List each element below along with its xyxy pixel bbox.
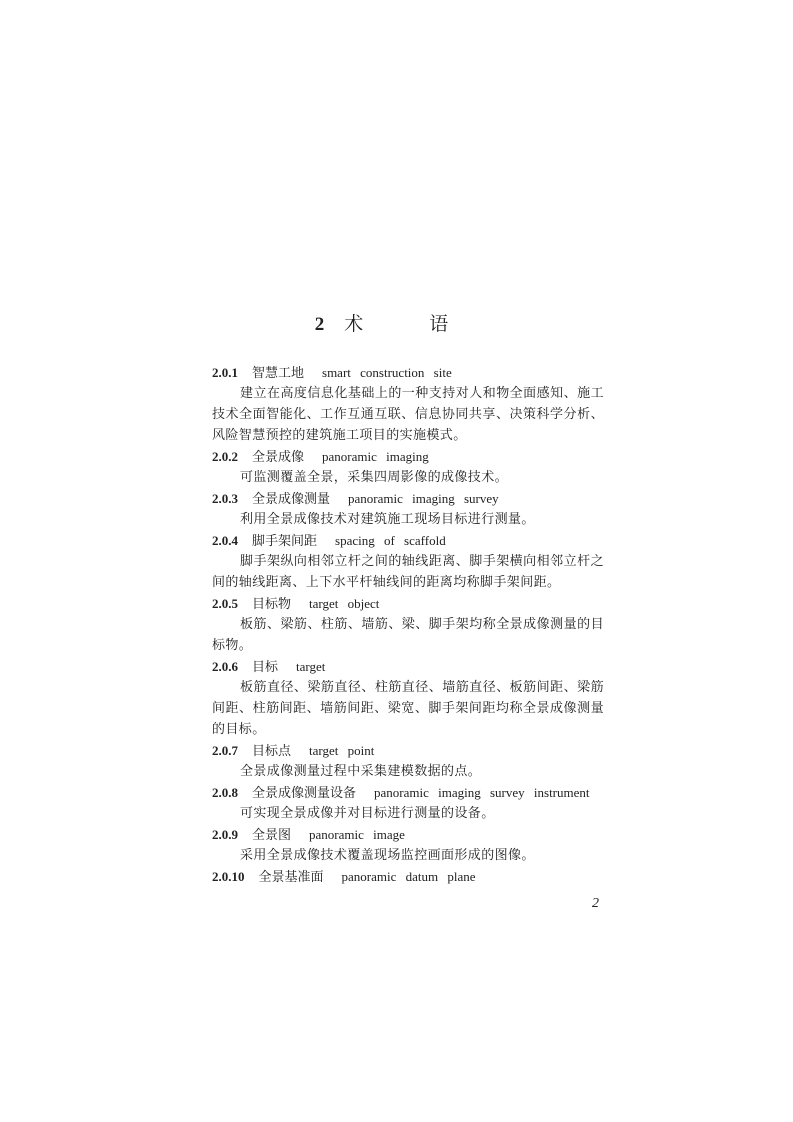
term-heading [212, 740, 604, 761]
term-chinese: 智慧工地 [252, 366, 305, 381]
term-heading [212, 488, 604, 509]
term-heading [212, 782, 604, 803]
term-english: spacing of scaffold [335, 533, 446, 548]
term-heading [212, 593, 604, 614]
term-heading [212, 824, 604, 845]
term-chinese: 目标物 [252, 597, 292, 612]
term-number: 2.0.4 [212, 533, 238, 548]
term-english: target [296, 659, 326, 674]
term-chinese: 全景图 [252, 828, 292, 843]
term-heading [212, 530, 604, 551]
term-definition: 建立在高度信息化基础上的一种支持对人和物全面感知、施工技术全面智能化、工作互通互联、信息协同共享、决策科学分析、风险智慧预控的建筑施工项目的实施模式。 [212, 386, 604, 443]
term-chinese: 目标 [252, 660, 279, 675]
term-definition: 可实现全景成像并对目标进行测量的设备。 [240, 806, 495, 821]
term-chinese: 脚手架间距 [252, 534, 318, 549]
term-english: panoramic image [309, 827, 405, 842]
term-heading [212, 362, 604, 383]
term-entry [212, 593, 604, 656]
term-entry [212, 824, 604, 866]
term-entry [212, 530, 604, 593]
term-number: 2.0.10 [212, 869, 245, 884]
term-definition: 板筋、梁筋、柱筋、墙筋、梁、脚手架均称全景成像测量的目标物。 [212, 617, 604, 653]
term-entry [212, 446, 604, 488]
term-entry [212, 656, 604, 740]
term-definition: 可监测覆盖全景，采集四周影像的成像技术。 [240, 470, 509, 485]
term-entry [212, 740, 604, 782]
term-definition: 利用全景成像技术对建筑施工现场目标进行测量。 [240, 512, 535, 527]
term-heading [212, 656, 604, 677]
chapter-title [0, 309, 793, 336]
term-number: 2.0.2 [212, 449, 238, 464]
term-entry [212, 488, 604, 530]
term-heading [212, 446, 604, 467]
term-english: target point [309, 743, 375, 758]
term-definition: 全景成像测量过程中采集建模数据的点。 [240, 764, 482, 779]
terms-list [212, 362, 604, 887]
term-definition: 脚手架纵向相邻立杆之间的轴线距离、脚手架横向相邻立杆之间的轴线距离、上下水平杆轴线间的距离均称脚手架间距。 [212, 554, 604, 590]
page-number: 2 [592, 896, 599, 911]
term-english: panoramic imaging [322, 449, 429, 464]
term-chinese: 全景成像 [252, 450, 305, 465]
term-english: panoramic imaging survey [348, 491, 499, 506]
term-chinese: 全景成像测量设备 [252, 786, 357, 801]
term-entry [212, 782, 604, 824]
term-chinese: 全景成像测量 [252, 492, 331, 507]
term-number: 2.0.3 [212, 491, 238, 506]
term-number: 2.0.7 [212, 743, 238, 758]
term-number: 2.0.6 [212, 659, 238, 674]
term-chinese: 全景基准面 [258, 870, 324, 885]
term-heading [212, 866, 604, 887]
term-chinese: 目标点 [252, 744, 292, 759]
chapter-number: 2 [314, 314, 325, 335]
term-english: smart construction site [322, 365, 452, 380]
chapter-heading: 术 语 [344, 313, 479, 335]
term-entry [212, 362, 604, 446]
term-definition: 采用全景成像技术覆盖现场监控画面形成的图像。 [240, 848, 535, 863]
term-entry [212, 866, 604, 887]
term-english: panoramic imaging survey instrument [374, 785, 590, 800]
term-definition: 板筋直径、梁筋直径、柱筋直径、墙筋直径、板筋间距、梁筋间距、柱筋间距、墙筋间距、梁宽、脚手架间距均称全景成像测量的目标。 [212, 680, 604, 737]
term-number: 2.0.8 [212, 785, 238, 800]
term-number: 2.0.1 [212, 365, 238, 380]
term-number: 2.0.9 [212, 827, 238, 842]
term-number: 2.0.5 [212, 596, 238, 611]
term-english: panoramic datum plane [341, 869, 476, 884]
term-english: target object [309, 596, 380, 611]
